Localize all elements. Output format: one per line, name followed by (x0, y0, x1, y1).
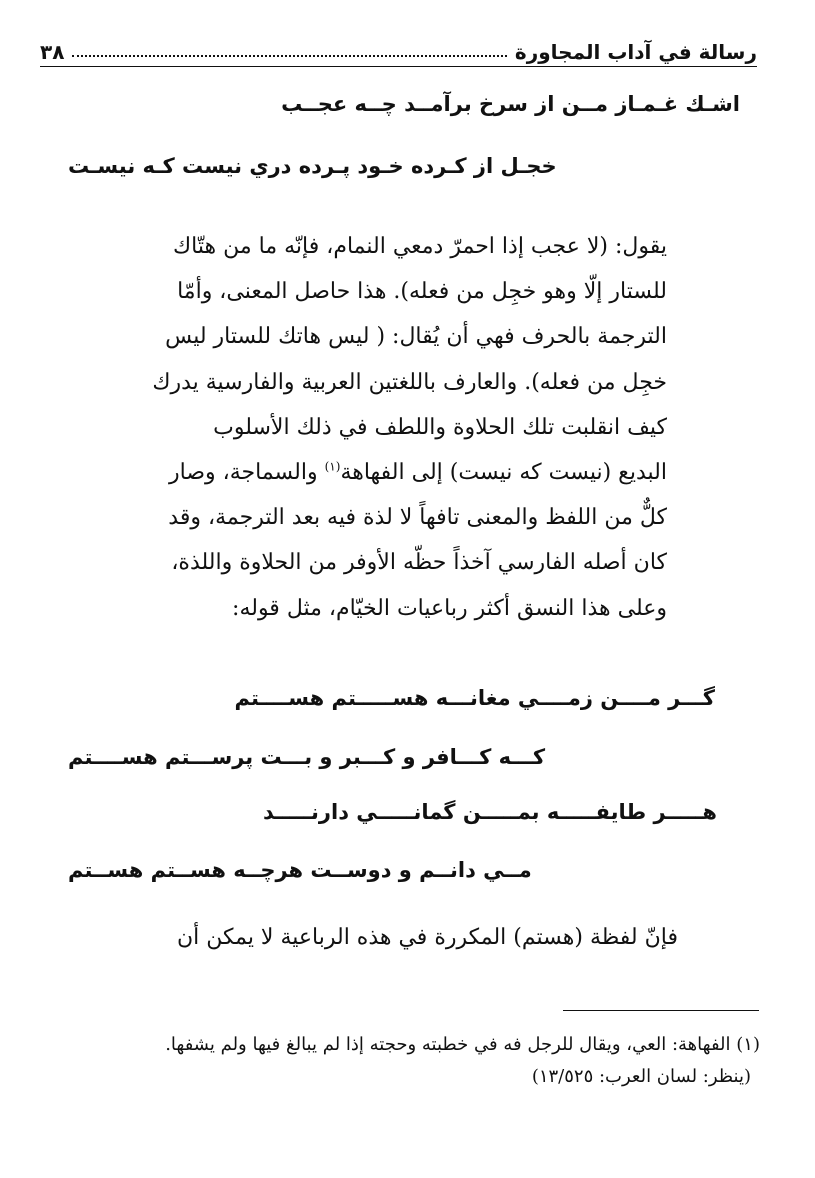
body-line-4: خجِل من فعله). والعارف باللغتين العربية والفارسية يدرك (152, 369, 667, 395)
quatrain-line-2: كـــه كـــافر و كـــبر و بـــت پرســـتم هســــتم (68, 745, 546, 769)
quatrain-line-4: مــي دانــم و دوســت هرچــه هســتم هســتم (68, 858, 532, 882)
header-leader-dots (72, 55, 507, 57)
running-title: رسالة في آداب المجاورة (514, 40, 757, 64)
running-header (40, 30, 757, 67)
body-line-6 (142, 450, 667, 495)
body-line-6-start: البديع (نيست كه نيست) إلى الفهاهة (340, 460, 667, 486)
footnote-reference[interactable]: (١) (324, 459, 341, 474)
body-line-6-end: والسماجة، وصار (169, 460, 325, 486)
body-paragraph (142, 224, 667, 631)
body-line-9: وعلى هذا النسق أكثر رباعيات الخيّام، مثل قوله: (232, 595, 667, 621)
verse-line-1: اشـك غـمـاز مــن از سرخ برآمــد چــه عجــب (281, 92, 740, 116)
body-line-2: للستار إلّا وهو خجِل من فعله). هذا حاصل المعنى، وأمّا (177, 279, 667, 305)
body-line-3: الترجمة بالحرف فهي أن يُقال: ( ليس هاتك للستار ليس (165, 324, 667, 350)
footnote-separator (563, 1010, 759, 1011)
body-line-1: يقول: (لا عجب إذا احمرّ دمعي النمام، فإنّه ما من هتّاك (173, 234, 667, 259)
page-number: ٣٨ (40, 40, 65, 64)
quatrain-line-3: هـــــر طايفـــــه بمـــــن گمانـــــي دارنـــــد (263, 800, 717, 824)
body-line-8: كان أصله الفارسي آخذاً حظّه الأوفر من الحلاوة واللذة، (171, 550, 667, 576)
verse-line-2: خجـل از كـرده خـود پـرده دري نيست كـه نيسـت (68, 154, 557, 178)
footnote-text: (١) الفهاهة: العي، ويقال للرجل فه في خطبته وحجته إذا لم يبالغ فيها ولم يشفها. (165, 1034, 760, 1055)
body-line-5: كيف انقلبت تلك الحلاوة واللطف في ذلك الأسلوب (213, 414, 667, 440)
body-line-7: كلٌّ من اللفظ والمعنى تافهاً لا لذة فيه بعد الترجمة، وقد (168, 505, 667, 531)
closing-line: فإنّ لفظة (هستم) المكررة في هذه الرباعية لا يمكن أن (176, 925, 678, 950)
quatrain-line-1: گـــر مــــن زمــــي مغانـــه هســـــتم هســــتم (234, 686, 715, 710)
footnote-citation: (ينظر: لسان العرب: ١٣/٥٢٥) (531, 1066, 751, 1087)
